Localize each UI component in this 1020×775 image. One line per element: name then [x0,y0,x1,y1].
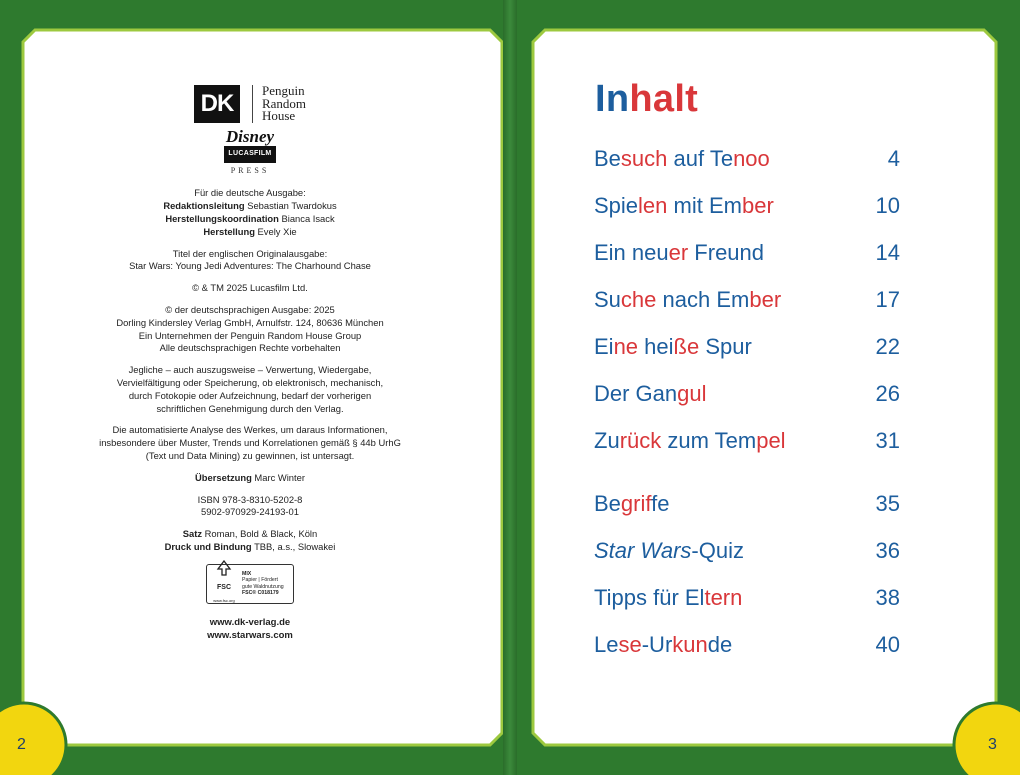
toc-entry-part: Zu [594,427,620,453]
tdm-notice: Die automatisierte Analyse des Werkes, um daraus Informationen, insbesondere über Muster, Trends und Korrelationen gemäß § 44b UrhG (Text und Data Mining) zu gewinnen, ist untersagt. [99,424,401,461]
original-title: Titel der englischen Originalausgabe: Star Wars: Young Jedi Adventures: The Charhound Chase [129,247,371,272]
toc-entry-label [594,146,770,172]
toc-entry-part: se [618,631,642,657]
dk-verlag-link[interactable]: www.dk-verlag.de [209,616,291,628]
fsc-text: MIX Papier | Fördert gute Waldnutzung FSC® C018179 [242,571,284,597]
toc-entry-label [594,585,742,611]
toc-entry-page: 38 [875,584,900,610]
toc-entry [594,527,900,574]
toc-spacer [594,464,900,480]
toc-entry-part: Freund [688,239,765,265]
toc-entry-part: -Quiz [691,537,744,563]
isbn-block: ISBN 978-3-8310-5202-8 5902-970929-24193-01 [197,493,303,518]
press-label: PRESS [230,165,270,175]
toc-entry-part: kun [672,631,708,657]
toc-entry-part: Be [594,490,621,516]
copyright-tm: © & TM 2025 Lucasfilm Ltd. [192,282,308,294]
toc-entry [594,182,900,229]
credits: Für die deutsche Ausgabe: Redaktionsleitung Sebastian Twardokus Herstellungskoordination Bianca Isack Herstellung Evely Xie [163,187,337,237]
toc-entry [594,574,900,621]
dk-logo: DK [194,85,240,123]
toc-entry-part: auf Te [667,145,734,171]
toc-entry-part: -Ur [641,631,673,657]
toc-entry-label [594,240,764,266]
toc-entry-page: 40 [875,631,900,657]
production-credits: Satz Roman, Bold & Black, Köln Druck und Bindung TBB, a.s., Slowakei [164,528,336,552]
toc-title: Inhalt [595,78,699,120]
toc-entry-part: len [638,192,668,218]
toc-entry-page: 36 [875,537,900,563]
toc-entry-part: Su [594,286,621,312]
toc-entry [594,370,900,417]
toc-entry-part: grif [620,490,652,516]
toc-entry-page: 10 [875,192,900,218]
toc-entry-page: 31 [875,427,900,453]
toc-entry [594,417,900,464]
reproduction-notice: Jegliche – auch auszugsweise – Verwertung, Wiedergabe, Vervielfältigung oder Speicherung, ob elektronisch, mechanisch, durch Fotokopie oder Aufzeichnung, bedarf der vorherigen schriftlichen Genehmigung durch den Verlag. [116,364,384,414]
toc-entry-part: Spie [594,192,639,218]
toc-entry [594,135,900,182]
toc-entry-page: 14 [875,239,900,265]
publisher-info: © der deutschsprachigen Ausgabe: 2025 Dorling Kindersley Verlag GmbH, Arnulfstr. 124, 80636 München Ein Unternehmen der Penguin Random House Group Alle deutschsprachigen Rechte vorbehalten [116,303,384,354]
toc-entry-part: Be [594,145,621,171]
toc-entry-part: ne [613,333,639,359]
toc-entry [594,229,900,276]
toc-entry-part: er [668,239,689,265]
toc-entry-part: fe [651,490,670,516]
right-page [510,0,1020,775]
toc-entry-part: such [620,145,668,171]
toc-entry-label [594,491,669,517]
toc-entry-part: de [707,631,733,657]
fsc-tree-glyph [213,560,235,576]
toc-entry-part: pel [756,427,786,453]
toc-entry-part: Spur [699,333,752,359]
fsc-label [206,564,294,604]
toc-entry-page: 26 [875,380,900,406]
toc-entry-part: zum Tem [661,427,757,453]
toc-entry-part: rück [619,427,662,453]
dk-phr-logo [60,85,440,123]
toc-entry-part: che [620,286,657,312]
toc-entry-label [594,287,781,313]
imprint-block [60,85,440,642]
toc-entry-part: Ein neu [594,239,669,265]
lucasfilm-logo: LUCASFILM [224,146,275,163]
disney-logo: Disney [225,127,275,146]
toc-entry-part: ber [741,192,774,218]
toc-entry-part: tern [704,584,743,610]
penguin-random-house-logo: Penguin Random House [252,85,306,123]
toc-entry-page: 4 [887,145,900,171]
toc-entry-part: Star Wars [594,537,692,563]
toc-entry [594,621,900,668]
fsc-tree-icon: FSC www.fsc.org [210,560,238,607]
toc-entry-label [594,381,707,407]
toc-entry-part: gul [677,380,707,406]
toc-entry-label [594,428,786,454]
left-page-number: 2 [17,736,26,753]
toc-entry-label [594,193,774,219]
toc-entry [594,480,900,527]
toc-entry-part: Der Gan [594,380,678,406]
toc-entry [594,323,900,370]
website-links [60,616,440,642]
toc-entry-part: ber [749,286,782,312]
toc-entry-part: ße [673,333,700,359]
toc-entry-label [594,632,732,658]
book-gutter [503,0,517,775]
toc-entry-label [594,334,752,360]
toc-entry-page: 22 [875,333,900,359]
toc-extras [594,480,900,668]
toc-entry-part: Tipps für El [594,584,705,610]
toc-entry-part: Le [594,631,619,657]
toc-entry-part: Ei [594,333,614,359]
toc-entry-part: mit Em [667,192,742,218]
right-page-number: 3 [988,736,997,753]
toc-chapters [594,135,900,464]
toc-entry-page: 17 [875,286,900,312]
starwars-link[interactable]: www.starwars.com [207,629,293,641]
toc-entry-part: noo [733,145,770,171]
translation-credit: Übersetzung Marc Winter [195,471,305,483]
toc-entry-part: nach Em [656,286,750,312]
toc-entry [594,276,900,323]
toc-entry-part: hei [638,333,674,359]
toc-entry-label [594,538,744,564]
toc-entry-page: 35 [875,490,900,516]
table-of-contents [594,78,900,668]
